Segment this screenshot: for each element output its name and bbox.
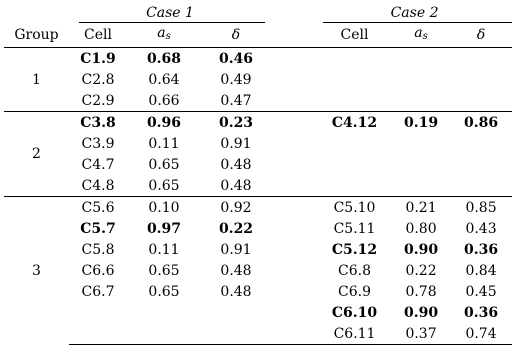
as-value-case2: 0.80	[405, 220, 437, 237]
cell-id-case1: C5.8	[81, 241, 115, 258]
as-value-case2: 0.78	[405, 283, 437, 300]
cell-header-case2: Cell	[317, 23, 392, 48]
table-row	[4, 260, 512, 281]
cell-id-case1: C2.8	[81, 71, 115, 88]
cell-id-case1: C2.9	[81, 92, 115, 109]
spacer-cell	[271, 302, 317, 323]
delta-value-case1: 0.47	[220, 92, 252, 109]
empty-header-cell	[4, 2, 69, 23]
delta-value-case1: 0.48	[220, 283, 252, 300]
cell-header-case1: Cell	[69, 23, 127, 48]
table-row	[4, 69, 512, 90]
delta-header-case2: δ	[450, 23, 512, 48]
delta-value-case1: 0.48	[220, 156, 252, 173]
cell-id-case1: C1.9	[80, 50, 116, 67]
group-label: 1	[32, 71, 41, 88]
as-value-case1: 0.10	[127, 197, 201, 219]
delta-value-case2: 0.84	[465, 262, 497, 279]
cell-id-case2: C6.10	[331, 304, 378, 321]
table-row	[4, 90, 512, 112]
delta-value-case1	[201, 323, 271, 345]
table-row	[4, 218, 512, 239]
cell-id-case2: C6.8	[338, 262, 372, 279]
spacer-cell	[271, 323, 317, 345]
cell-id-case1: C5.6	[69, 197, 127, 219]
delta-value-case1: 0.49	[220, 71, 252, 88]
cell-id-case1	[69, 302, 127, 323]
delta-value-case2	[450, 175, 512, 197]
case-header-row	[4, 2, 512, 23]
delta-value-case1: 0.22	[218, 220, 254, 237]
case2-header	[317, 2, 512, 23]
delta-value-case1: 0.48	[220, 262, 252, 279]
group-header: Group	[4, 23, 69, 48]
delta-value-case1: 0.91	[220, 135, 252, 152]
cell-id-case2	[317, 90, 392, 112]
as-value-case1: 0.11	[148, 241, 180, 258]
as-header-case1	[127, 23, 201, 48]
spacer-cell	[271, 260, 317, 281]
as-value-case1: 0.66	[148, 92, 180, 109]
as-value-case2: 0.22	[405, 262, 437, 279]
spacer-cell	[271, 90, 317, 112]
spacer-cell	[271, 239, 317, 260]
delta-value-case2	[450, 90, 512, 112]
as-value-case1: 0.65	[148, 283, 180, 300]
cell-id-case2: C6.9	[338, 283, 372, 300]
as-value-case1: 0.97	[146, 220, 182, 237]
cell-id-case1: C5.7	[80, 220, 116, 237]
as-value-case2	[392, 154, 450, 175]
as-value-case1: 0.65	[148, 156, 180, 173]
cell-id-case1: C6.6	[81, 262, 115, 279]
case1-header	[69, 2, 271, 23]
as-value-case2	[392, 48, 450, 70]
spacer-cell	[271, 69, 317, 90]
table-row	[4, 281, 512, 302]
cell-id-case2: C6.11	[317, 323, 392, 345]
cell-id-case2	[317, 154, 392, 175]
delta-value-case2: 0.86	[450, 112, 512, 134]
results-table	[4, 2, 512, 345]
group-label: 2	[4, 112, 69, 197]
spacer-cell	[271, 154, 317, 175]
as-header-case2-sub: s	[422, 31, 428, 42]
cell-id-case2: C5.12	[331, 241, 378, 258]
table-row	[4, 302, 512, 323]
table-row	[4, 133, 512, 154]
as-value-case1	[127, 302, 201, 323]
spacer-cell	[271, 48, 317, 70]
cell-id-case1: C6.7	[81, 283, 115, 300]
cell-id-case2: C5.10	[317, 197, 392, 219]
spacer-header-cell	[271, 2, 317, 23]
table-row	[4, 48, 512, 70]
delta-value-case1: 0.46	[218, 50, 254, 67]
spacer-cell	[271, 23, 317, 48]
as-value-case2	[392, 133, 450, 154]
as-header-case1-sub: s	[165, 31, 171, 42]
delta-value-case1	[201, 302, 271, 323]
cell-id-case2: C4.12	[317, 112, 392, 134]
case2-label: Case 2	[390, 4, 439, 21]
delta-value-case1: 0.23	[201, 112, 271, 134]
table-row	[4, 112, 512, 134]
delta-value-case2: 0.43	[465, 220, 497, 237]
spacer-cell	[271, 218, 317, 239]
cell-id-case1: C3.8	[69, 112, 127, 134]
cell-id-case2	[317, 175, 392, 197]
as-value-case2: 0.21	[392, 197, 450, 219]
delta-value-case1: 0.91	[220, 241, 252, 258]
as-header-case2-base: a	[414, 25, 423, 41]
cell-id-case2: C5.11	[333, 220, 376, 237]
delta-value-case2: 0.36	[463, 304, 499, 321]
cell-id-case1: C4.8	[81, 177, 115, 194]
cell-id-case2	[317, 69, 392, 90]
as-value-case2	[392, 69, 450, 90]
as-header-case1-base: a	[157, 25, 166, 41]
as-value-case2: 0.37	[392, 323, 450, 345]
as-value-case2	[392, 175, 450, 197]
delta-value-case2: 0.74	[450, 323, 512, 345]
delta-value-case2	[450, 133, 512, 154]
as-value-case1: 0.68	[146, 50, 182, 67]
delta-value-case2	[450, 48, 512, 70]
cell-id-case2	[317, 133, 392, 154]
delta-value-case1: 0.92	[201, 197, 271, 219]
table-row	[4, 175, 512, 197]
table-row	[4, 323, 512, 345]
column-header-row	[4, 23, 512, 48]
cell-id-case1	[69, 323, 127, 345]
as-value-case1: 0.65	[148, 177, 180, 194]
spacer-cell	[271, 197, 317, 219]
table-row	[4, 154, 512, 175]
table-row	[4, 197, 512, 219]
delta-value-case2	[450, 69, 512, 90]
group-label: 3	[4, 197, 69, 345]
spacer-cell	[271, 133, 317, 154]
as-value-case1	[127, 323, 201, 345]
as-header-case2	[392, 23, 450, 48]
delta-value-case1: 0.48	[220, 177, 252, 194]
as-value-case2: 0.90	[403, 304, 439, 321]
cell-id-case1: C4.7	[81, 156, 115, 173]
as-value-case1: 0.96	[127, 112, 201, 134]
delta-value-case2: 0.85	[450, 197, 512, 219]
cell-id-case2	[317, 48, 392, 70]
spacer-cell	[271, 175, 317, 197]
delta-value-case2: 0.45	[465, 283, 497, 300]
as-value-case2: 0.90	[403, 241, 439, 258]
delta-value-case2: 0.36	[463, 241, 499, 258]
as-value-case1: 0.64	[148, 71, 180, 88]
cell-id-case1: C3.9	[81, 135, 115, 152]
as-value-case2	[392, 90, 450, 112]
as-value-case1: 0.11	[148, 135, 180, 152]
delta-header-case1: δ	[201, 23, 271, 48]
as-value-case1: 0.65	[148, 262, 180, 279]
spacer-cell	[271, 112, 317, 134]
spacer-cell	[271, 281, 317, 302]
case1-label: Case 1	[146, 4, 194, 21]
as-value-case2: 0.19	[392, 112, 450, 134]
table-row	[4, 239, 512, 260]
delta-value-case2	[450, 154, 512, 175]
